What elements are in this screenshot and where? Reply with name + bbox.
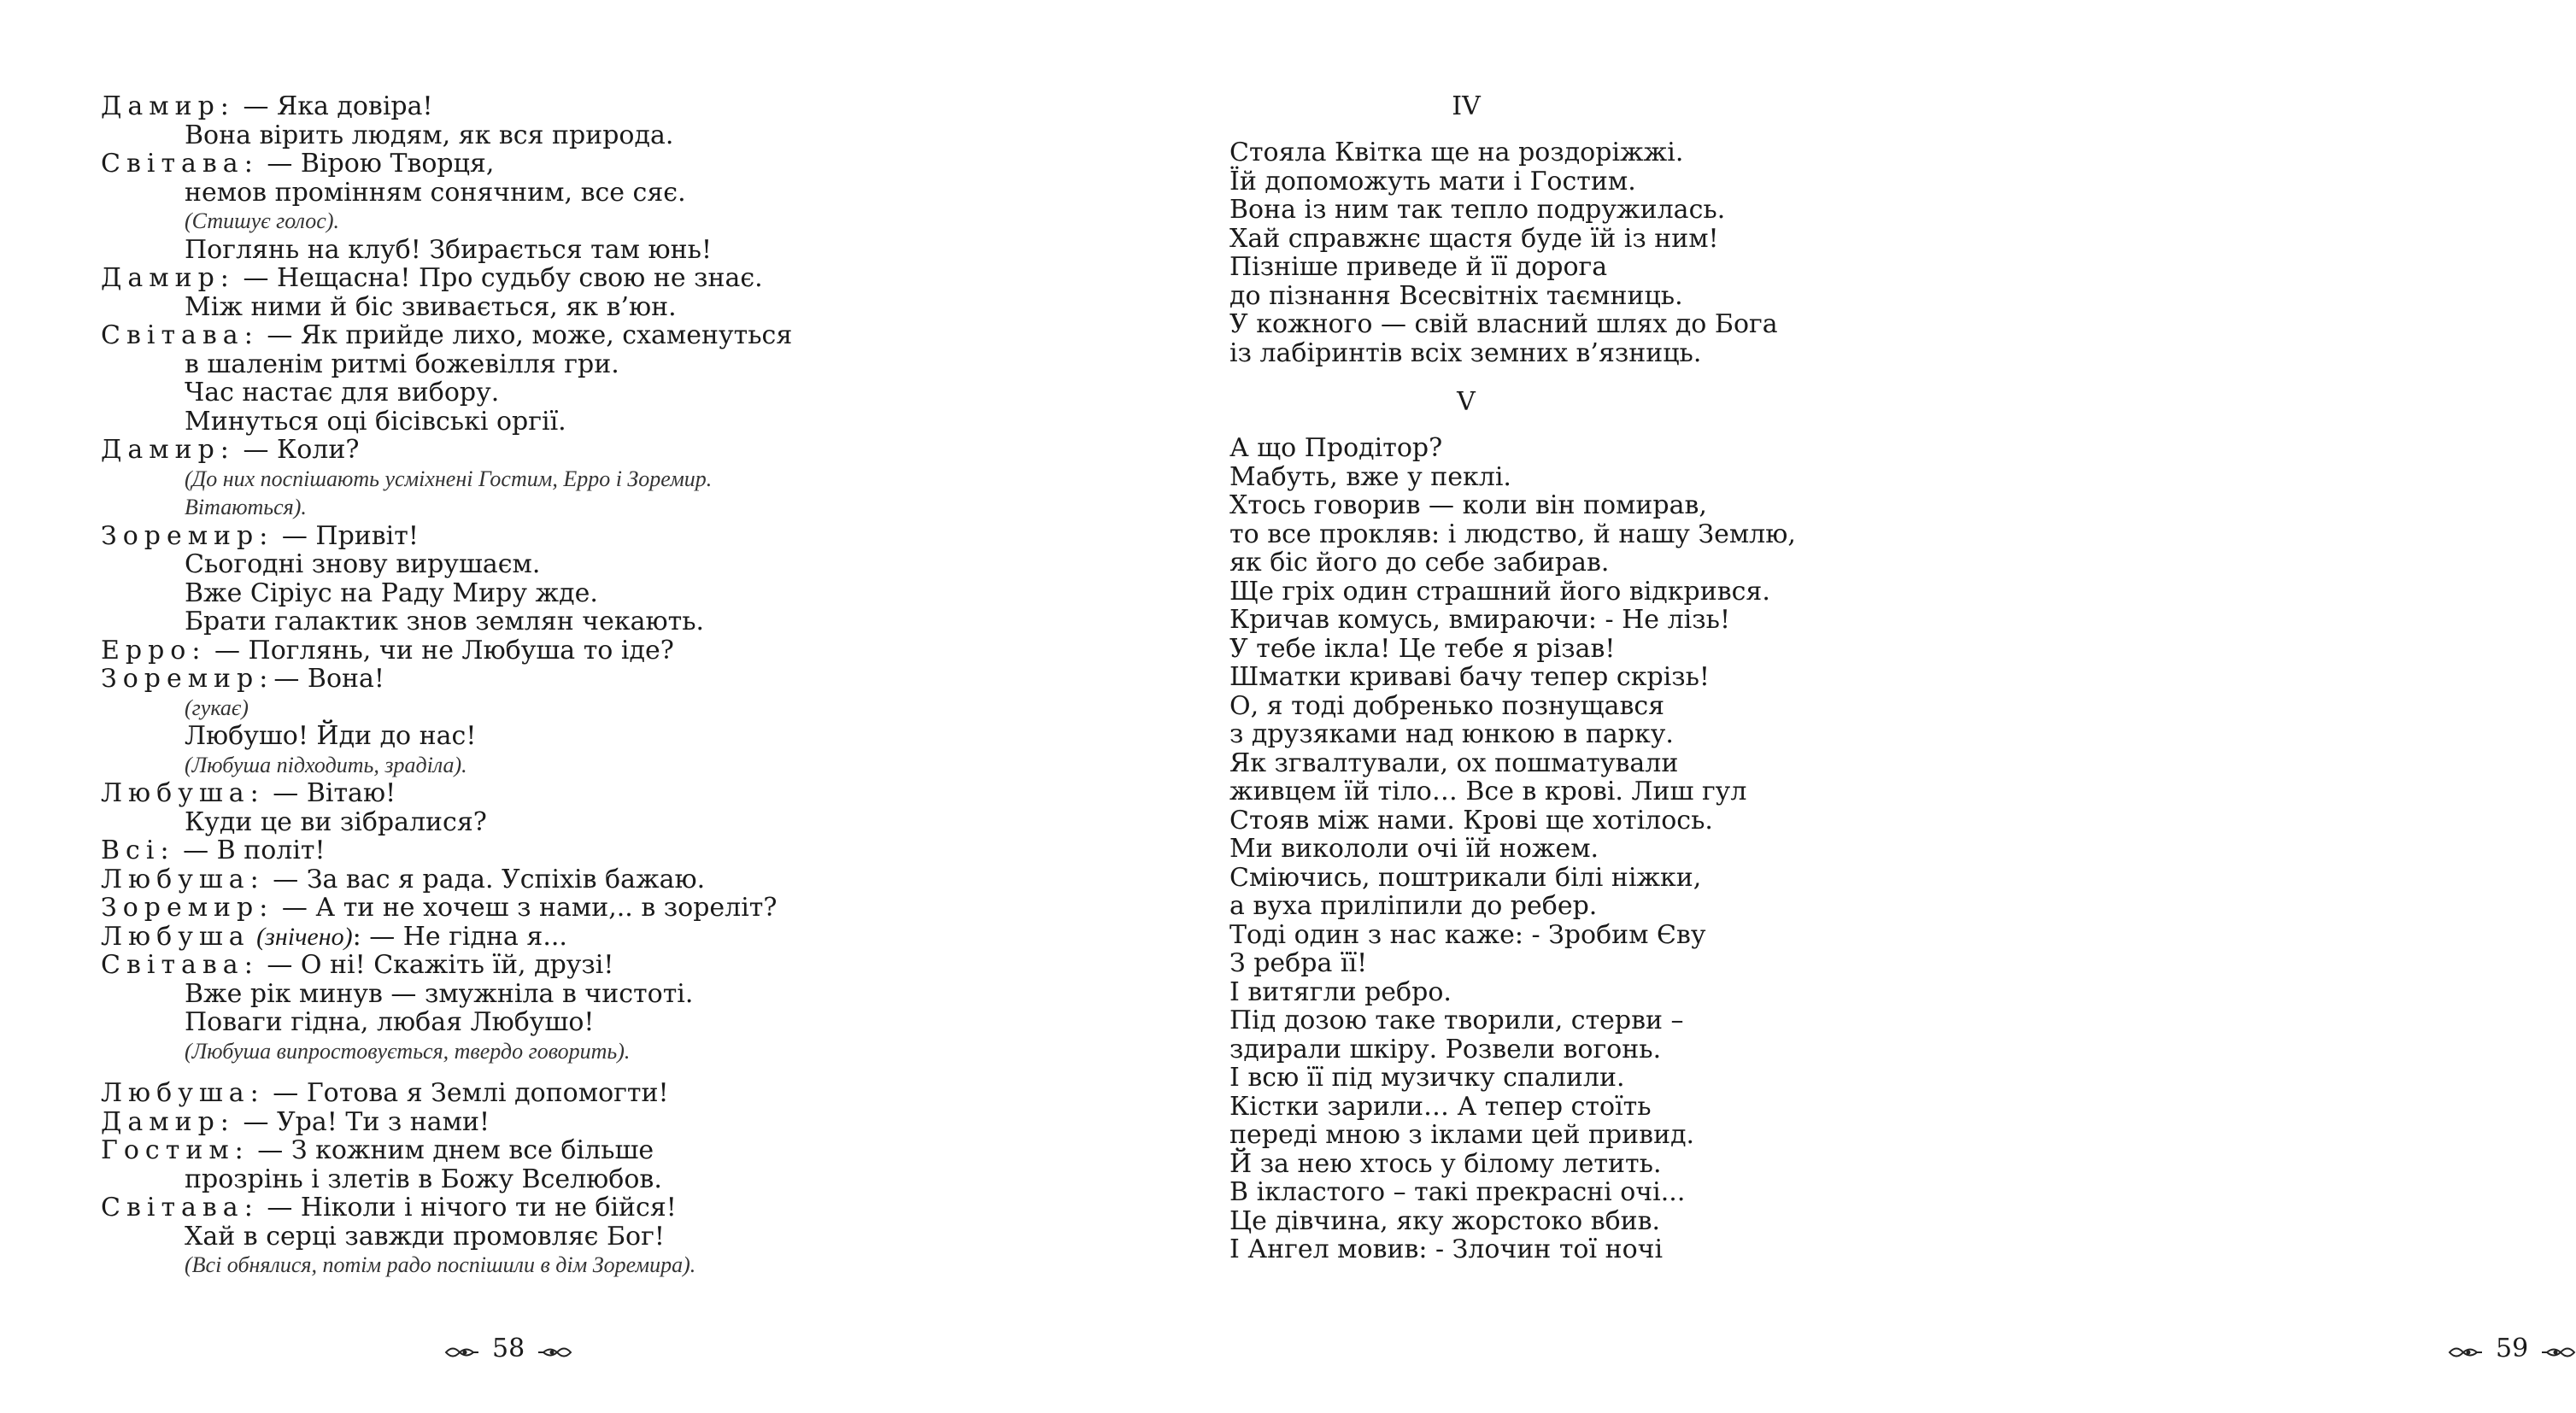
dialogue-line [101, 836, 955, 865]
verse-line: живцем їй тіло… Все в крові. Лиш гул [1229, 777, 1747, 806]
right-page-footer [2448, 1331, 2576, 1365]
verse-line: в шаленім ритмі божевілля гри. [185, 349, 619, 379]
verse-line: Сміючись, поштрикали білі ніжки, [1229, 862, 1702, 893]
stage-direction: Вітаються). [185, 495, 307, 519]
verse-line: то все прокляв: і людство, й нашу Землю, [1229, 519, 1796, 549]
speaker-name: Світава: [101, 149, 259, 179]
stage-direction: (Стишує голос). [185, 208, 339, 233]
left-page-footer [444, 1331, 572, 1365]
speaker-name: Світава: [101, 320, 259, 350]
dialogue-line [101, 1193, 955, 1222]
dialogue-text: — Вона! [273, 664, 384, 694]
dialogue-line [101, 264, 955, 293]
dialogue-line [101, 92, 955, 121]
verse-line: Кістки зарили… А тепер стоїть [1229, 1091, 1652, 1122]
dialogue-text: — Яка довіра! [234, 91, 433, 121]
dialogue-text: — Ніколи і нічого ти не бійся! [258, 1193, 677, 1222]
stanza-v [1229, 434, 1964, 1264]
dialogue-text: — Поглянь, чи не Любуша то іде? [206, 635, 674, 665]
dialogue-text: — Вітаю! [264, 778, 396, 808]
verse-line: У тебе ікла! Це тебе я різав! [1229, 633, 1616, 664]
speaker-name: Дамир: [101, 1106, 235, 1137]
speaker-name: Світава: [101, 1193, 259, 1222]
ornament-right-icon [2540, 1339, 2576, 1357]
verse-line: Поглянь на клуб! Збирається там юнь! [185, 234, 713, 265]
verse-line: до пізнання Всесвітніх таємниць. [1229, 280, 1683, 311]
verse-line: І Ангел мовив: - Злочин тої ночі [1229, 1234, 1664, 1264]
speaker-name: Всі: [101, 835, 175, 865]
dialogue-line [101, 150, 955, 179]
right-page-text [1229, 92, 1964, 1264]
verse-line: Вона із ним так тепло подружилась. [1229, 195, 1726, 225]
stanza-iv [1229, 138, 1964, 367]
dialogue-line [101, 951, 955, 980]
section-heading-iv: IV [1452, 91, 1481, 121]
verse-line: з друзяками над юнкою в парку. [1229, 719, 1674, 749]
stage-direction: (Любуша підходить, зраділа). [185, 752, 467, 777]
left-page-text [101, 92, 955, 1280]
ornament-left-icon [2448, 1339, 2484, 1357]
speaker-name: Зоремир: [101, 893, 274, 923]
stage-direction: (гукає) [185, 695, 249, 720]
speaker-name: Любуша: [101, 778, 265, 808]
verse-line: із лабіринтів всіх земних в’язниць. [1229, 337, 1702, 368]
verse-line: Кричав комусь, вмираючи: - Не лізь! [1229, 605, 1730, 635]
ornament-right-icon [537, 1339, 572, 1357]
stage-direction: (Любуша випростовується, твердо говорить). [185, 1038, 631, 1064]
verse-line: а вуха приліпили до ребер. [1229, 891, 1598, 921]
verse-line: Вона вірить людям, як вся природа. [185, 120, 674, 150]
dialogue-line [101, 436, 955, 465]
speaker-name: Зоремир: [101, 664, 274, 694]
dialogue-line [101, 894, 955, 923]
verse-line: О, я тоді добренько познущався [1229, 690, 1665, 721]
right-page [995, 0, 2529, 1413]
verse-line: здирали шкіру. Розвели вогонь. [1229, 1034, 1662, 1064]
verse-line: Між ними й біс звивається, як в’юн. [185, 291, 677, 322]
verse-line: Брати галактик знов землян чекають. [185, 607, 705, 636]
dialogue-line [101, 665, 955, 694]
dialogue-text: — З кожним днем все більше [249, 1135, 654, 1165]
verse-line: Минуться оці бісівські оргії. [185, 406, 566, 437]
dialogue-text: — Вірою Творця, [258, 149, 495, 179]
verse-line: Хтось говорив — коли він помирав, [1229, 490, 1707, 520]
dialogue-line [101, 321, 955, 350]
speaker-name: Світава: [101, 950, 259, 980]
verse-line: Поваги гідна, любая Любушо! [185, 1007, 595, 1037]
dialogue-text: — А ти не хочеш з нами,.. в зореліт? [273, 893, 777, 923]
dialogue-text: — Ура! Ти з нами! [234, 1106, 490, 1137]
verse-line: Стояв між нами. Крові ще хотілось. [1229, 805, 1713, 835]
dialogue-text: — В політ! [174, 835, 326, 865]
verse-line: З ребра її! [1229, 948, 1368, 978]
verse-line: як біс його до себе забирав. [1229, 548, 1610, 578]
dialogue-text: — За вас я рада. Успіхів бажаю. [264, 864, 706, 894]
page-number-right: 59 [2496, 1333, 2529, 1363]
verse-line: Їй допоможуть мати і Гостим. [1229, 166, 1636, 196]
dialogue-line [101, 1136, 955, 1165]
verse-line: Тоді один з нас каже: - Зробим Єву [1229, 919, 1706, 950]
verse-line: І витягли ребро. [1229, 976, 1452, 1007]
verse-line: немов промінням сонячним, все сяє. [185, 177, 686, 208]
verse-line: А що Продітор? [1229, 433, 1443, 463]
verse-line: переді мною з іклами цей привид. [1229, 1120, 1695, 1150]
left-page [0, 0, 995, 1413]
speaker-name: Зоремир: [101, 520, 274, 551]
verse-line: Стояла Квітка ще на роздоріжжі. [1229, 138, 1684, 167]
speaker-name: Дамир: [101, 263, 235, 293]
verse-line: Час настає для вибору. [185, 378, 500, 407]
dialogue-line [101, 865, 955, 894]
dialogue-text: — Готова я Землі допомогти! [264, 1078, 669, 1108]
verse-line: прозрінь і злетів в Божу Вселюбов. [185, 1164, 662, 1194]
section-heading-v: V [1457, 387, 1476, 417]
verse-line: Ми викололи очі їй ножем. [1229, 834, 1599, 864]
speaker-name: Дамир: [101, 435, 235, 465]
dialogue-text: — Як прийде лихо, може, схаменуться [258, 320, 793, 350]
dialogue-line [101, 1079, 955, 1108]
dialogue-text: — Привіт! [273, 520, 419, 551]
verse-line: Ще гріх один страшний його відкрився. [1229, 576, 1770, 607]
verse-line: Сьогодні знову вирушаєм. [185, 549, 541, 579]
verse-line: Хай справжнє щастя буде їй із ним! [1229, 223, 1719, 254]
verse-line: Вже рік минув — змужніла в чистоті. [185, 978, 694, 1009]
inline-stage-direction: (знічено) [249, 922, 353, 951]
dialogue-line [101, 522, 955, 551]
dialogue-line [101, 779, 955, 808]
speaker-name: Ерро: [101, 635, 207, 665]
ornament-left-icon [444, 1339, 480, 1357]
verse-line: В ікластого – такі прекрасні очі... [1229, 1177, 1686, 1207]
dialogue-text: — Нещасна! Про судьбу свою не знає. [234, 263, 763, 293]
verse-line: Хай в серці завжди промовляє Бог! [185, 1221, 665, 1252]
verse-line: Любушо! Йди до нас! [185, 721, 477, 751]
dialogue-line [101, 923, 955, 952]
speaker-name: Дамир: [101, 91, 235, 121]
verse-line: Вже Сіріус на Раду Миру жде. [185, 578, 598, 608]
speaker-name: Любуша: [101, 1078, 265, 1108]
verse-line: Шматки криваві бачу тепер скрізь! [1229, 662, 1710, 692]
dialogue-line [101, 636, 955, 665]
verse-line: Куди це ви зібралися? [185, 806, 487, 837]
verse-line: Й за нею хтось у білому летить. [1229, 1148, 1662, 1179]
stage-direction: (До них поспішають усміхнені Гостим, Ерро і Зоремир. [185, 466, 713, 491]
page-number-left: 58 [492, 1333, 525, 1363]
speaker-name: Гостим: [101, 1135, 249, 1165]
stage-direction: (Всі обнялися, потім радо поспішили в дім Зоремира). [185, 1252, 696, 1277]
dialogue-text: — Коли? [234, 435, 360, 465]
speaker-name: Любуша: [101, 864, 265, 894]
verse-line: Як згвалтували, ох пошматували [1229, 748, 1679, 778]
verse-line: У кожного — свій власний шлях до Бога [1229, 309, 1778, 339]
dialogue-text: : — Не гідна я... [352, 921, 567, 952]
speaker-name: Любуша [101, 921, 250, 952]
dialogue-text: — О ні! Скажіть їй, друзі! [258, 950, 614, 980]
dialogue-line [101, 1108, 955, 1137]
verse-line: Мабуть, вже у пеклі. [1229, 461, 1511, 492]
verse-line: Пізніше приведе й її дорога [1229, 252, 1608, 282]
verse-line: Під дозою таке творили, стерви – [1229, 1006, 1684, 1035]
blank-line [101, 1065, 955, 1079]
verse-line: Це дівчина, яку жорстоко вбив. [1229, 1205, 1661, 1236]
verse-line: І всю її під музичку спалили. [1229, 1063, 1625, 1093]
